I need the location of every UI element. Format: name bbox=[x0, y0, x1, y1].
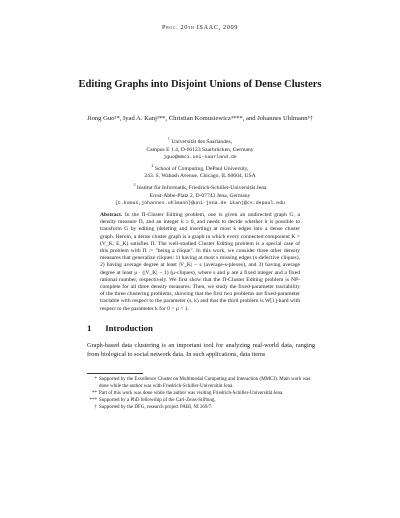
affiliation-line: Universität des Saarlandes, bbox=[171, 139, 233, 145]
footnote-rule bbox=[87, 373, 143, 374]
footnote-mark: * bbox=[94, 377, 97, 382]
abstract-label: Abstract. bbox=[100, 212, 123, 218]
section-title: Introduction bbox=[105, 323, 153, 333]
section-number: 1 bbox=[87, 323, 92, 333]
affiliation-line: Institut für Informatik, Friedrich-Schiller-Universität Jena bbox=[136, 184, 267, 191]
affiliation-line: School of Computing, DePaul University, bbox=[154, 165, 249, 172]
abstract-text: In the Π-Cluster Editing problem, one is given an undirected graph G, a density measure Π, and an integer k ≥ 0, and needs to decide whether it is possible to transform G by editing (deleting and inserting) at most k edges into a dense cluster graph. Herein, a dense cluster graph is a graph in which every connected component K = (V_K, E_K) satisfies Π. The well-studied Cluster Editing problem is a special case of this problem with Π := "being a clique". In this work, we consider three other density measures that generalize cliques: 1) having at most s missing edges (s-defective cliques), 2) having average degree at least |V_K| − s (average-s-plexes), and 3) having average degree at least μ · (|V_K| − 1) (μ-cliques), where s and μ are a fixed integer and a fixed rational number, respectively. We first show that the Π-Cluster Editing problem is NP-complete for all three density measures. Then, we study the fixed-parameter tractability of the three clustering problems, showing that the first two problems are fixed-parameter tractable with respect to the parameter (s, k) and that the third problem is W[1]-hard with respect to the parameter k for 0 < μ < 1. bbox=[100, 212, 301, 312]
footnote-text: Supported by a PhD fellowship of the Carl-Zeiss-Stiftung. bbox=[99, 397, 216, 403]
footnotes bbox=[87, 377, 315, 412]
footnote-mark: † bbox=[94, 404, 97, 410]
affiliation-line: Ernst-Abbe-Platz 2, D-07743 Jena, Germany bbox=[149, 192, 251, 199]
affiliation-mark: 2 bbox=[151, 162, 154, 168]
author-list: Jiong Guo¹*, Iyad A. Kanj²**, Christian Komusiewicz³***, and Johannes Uhlmann³† bbox=[87, 115, 313, 122]
author-emails: {c.komus,johannes.uhlmann}@uni-jena.de ikanj@cs.depaul.edu bbox=[114, 201, 286, 207]
footnote bbox=[87, 391, 315, 398]
footnote-text: Supported by the DFG, research project PABI, NI 369/7. bbox=[99, 404, 213, 410]
affiliation-line: 243. S. Wabash Avenue, Chicago, IL 60604, USA bbox=[144, 173, 256, 180]
footnote-mark: *** bbox=[89, 397, 97, 403]
affiliation-mark: 3 bbox=[133, 181, 136, 187]
affiliation-2 bbox=[90, 162, 310, 181]
affiliation-1 bbox=[90, 135, 310, 162]
section-heading bbox=[87, 323, 153, 333]
affiliations bbox=[90, 135, 310, 208]
affiliation-line: Campus E 1.4, D-66123 Saarbrücken, Germany bbox=[146, 146, 254, 153]
footnote-text: Part of this work was done while the author was visiting Friedrich-Schiller-Universität Jena. bbox=[99, 390, 284, 396]
running-header: Proc. 20th ISAAC, 2009 bbox=[162, 24, 238, 31]
author-email: jguo@mmci.uni-saarland.de bbox=[163, 155, 237, 161]
footnote-mark: ** bbox=[92, 390, 97, 396]
footnote bbox=[87, 405, 315, 412]
intro-paragraph: Graph-based data clustering is an important tool for analyzing real-world data, ranging from biological to social network data. In such applications, data items bbox=[87, 342, 315, 358]
footnote bbox=[87, 377, 315, 390]
affiliation-mark: 1 bbox=[167, 136, 170, 141]
footnote-text: Supported by the Excellence Cluster on Multimodal Computing and Interaction (MMCI). Main work was done while the author was with Friedrich-Schiller-Universität Jena. bbox=[99, 377, 311, 389]
abstract bbox=[100, 212, 300, 313]
footnote bbox=[87, 398, 315, 405]
affiliation-3 bbox=[90, 181, 310, 208]
paper-title: Editing Graphs into Disjoint Unions of Dense Clusters bbox=[78, 79, 322, 90]
